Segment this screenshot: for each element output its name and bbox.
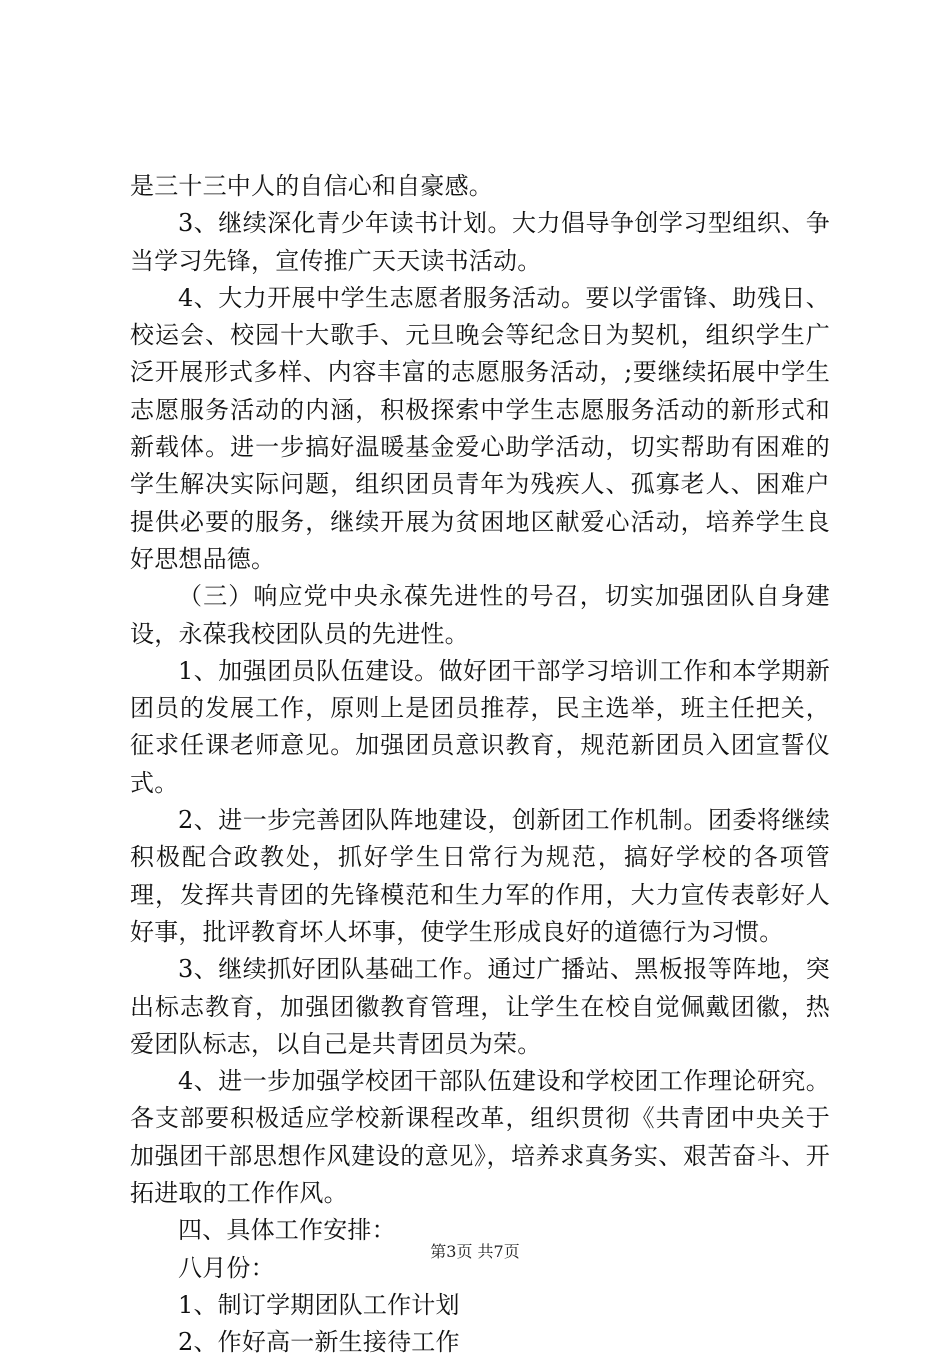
paragraph-section-three-heading: （三）响应党中央永葆先进性的号召，切实加强团队自身建设，永葆我校团队员的先进性。 (130, 582, 830, 648)
paragraph-position-building: 2、进一步完善团队阵地建设，创新团工作机制。团委将继续积极配合政教处，抓好学生日常行为规范，搞好学校的各项管理，发挥共青团的先锋模范和生力军的作用，大力宣传表彰好人好事，批评教育坏人坏事，使学生形成良好的道德行为习惯。 (130, 806, 830, 946)
paragraph-cadre-building: 4、进一步加强学校团干部队伍建设和学校团工作理论研究。各支部要积极适应学校新课程改革，组织贯彻《共青团中央关于加强团干部思想作风建设的意见》，培养求真务实、艰苦奋斗、开拓进取的工作作风。 (130, 1067, 830, 1208)
paragraph-volunteer-service: 4、大力开展中学生志愿者服务活动。要以学雷锋、助残日、校运会、校园十大歌手、元旦晚会等纪念日为契机，组织学生广泛开展形式多样、内容丰富的志愿服务活动，;要继续拓展中学生志愿服务活动的内涵，积极探索中学生志愿服务活动的新形式和新载体。进一步搞好温暖基金爱心助学活动，切实帮助有困难的学生解决实际问题，组织团员青年为残疾人、孤寡老人、困难户提供必要的服务，继续开展为贫困地区献爱心活动，培养学生良好思想品德。 (130, 283, 830, 573)
paragraph-member-team-building: 1、加强团员队伍建设。做好团干部学习培训工作和本学期新团员的发展工作，原则上是团员推荐，民主选举，班主任把关，征求任课老师意见。加强团员意识教育，规范新团员入团宣誓仪式。 (130, 656, 830, 797)
paragraph-continuation: 是三十三中人的自信心和自豪感。 (130, 172, 493, 200)
page-number-footer: 第3页 共7页 (430, 1242, 520, 1261)
paragraph-august-item-1: 1、制订学期团队工作计划 (178, 1290, 460, 1319)
paragraph-august-item-2: 2、作好高一新生接待工作 (178, 1328, 460, 1357)
paragraph-section-four-heading: 四、具体工作安排： (178, 1216, 396, 1245)
paragraph-august-heading: 八月份： (178, 1253, 275, 1282)
paragraph-reading-plan: 3、继续深化青少年读书计划。大力倡导争创学习型组织、争当学习先锋，宣传推广天天读书活动。 (130, 209, 830, 275)
paragraph-basic-work: 3、继续抓好团队基础工作。通过广播站、黑板报等阵地，突出标志教育，加强团徽教育管理，让学生在校自觉佩戴团徽，热爱团队标志，以自己是共青团员为荣。 (130, 955, 830, 1058)
document-body (130, 168, 830, 1362)
